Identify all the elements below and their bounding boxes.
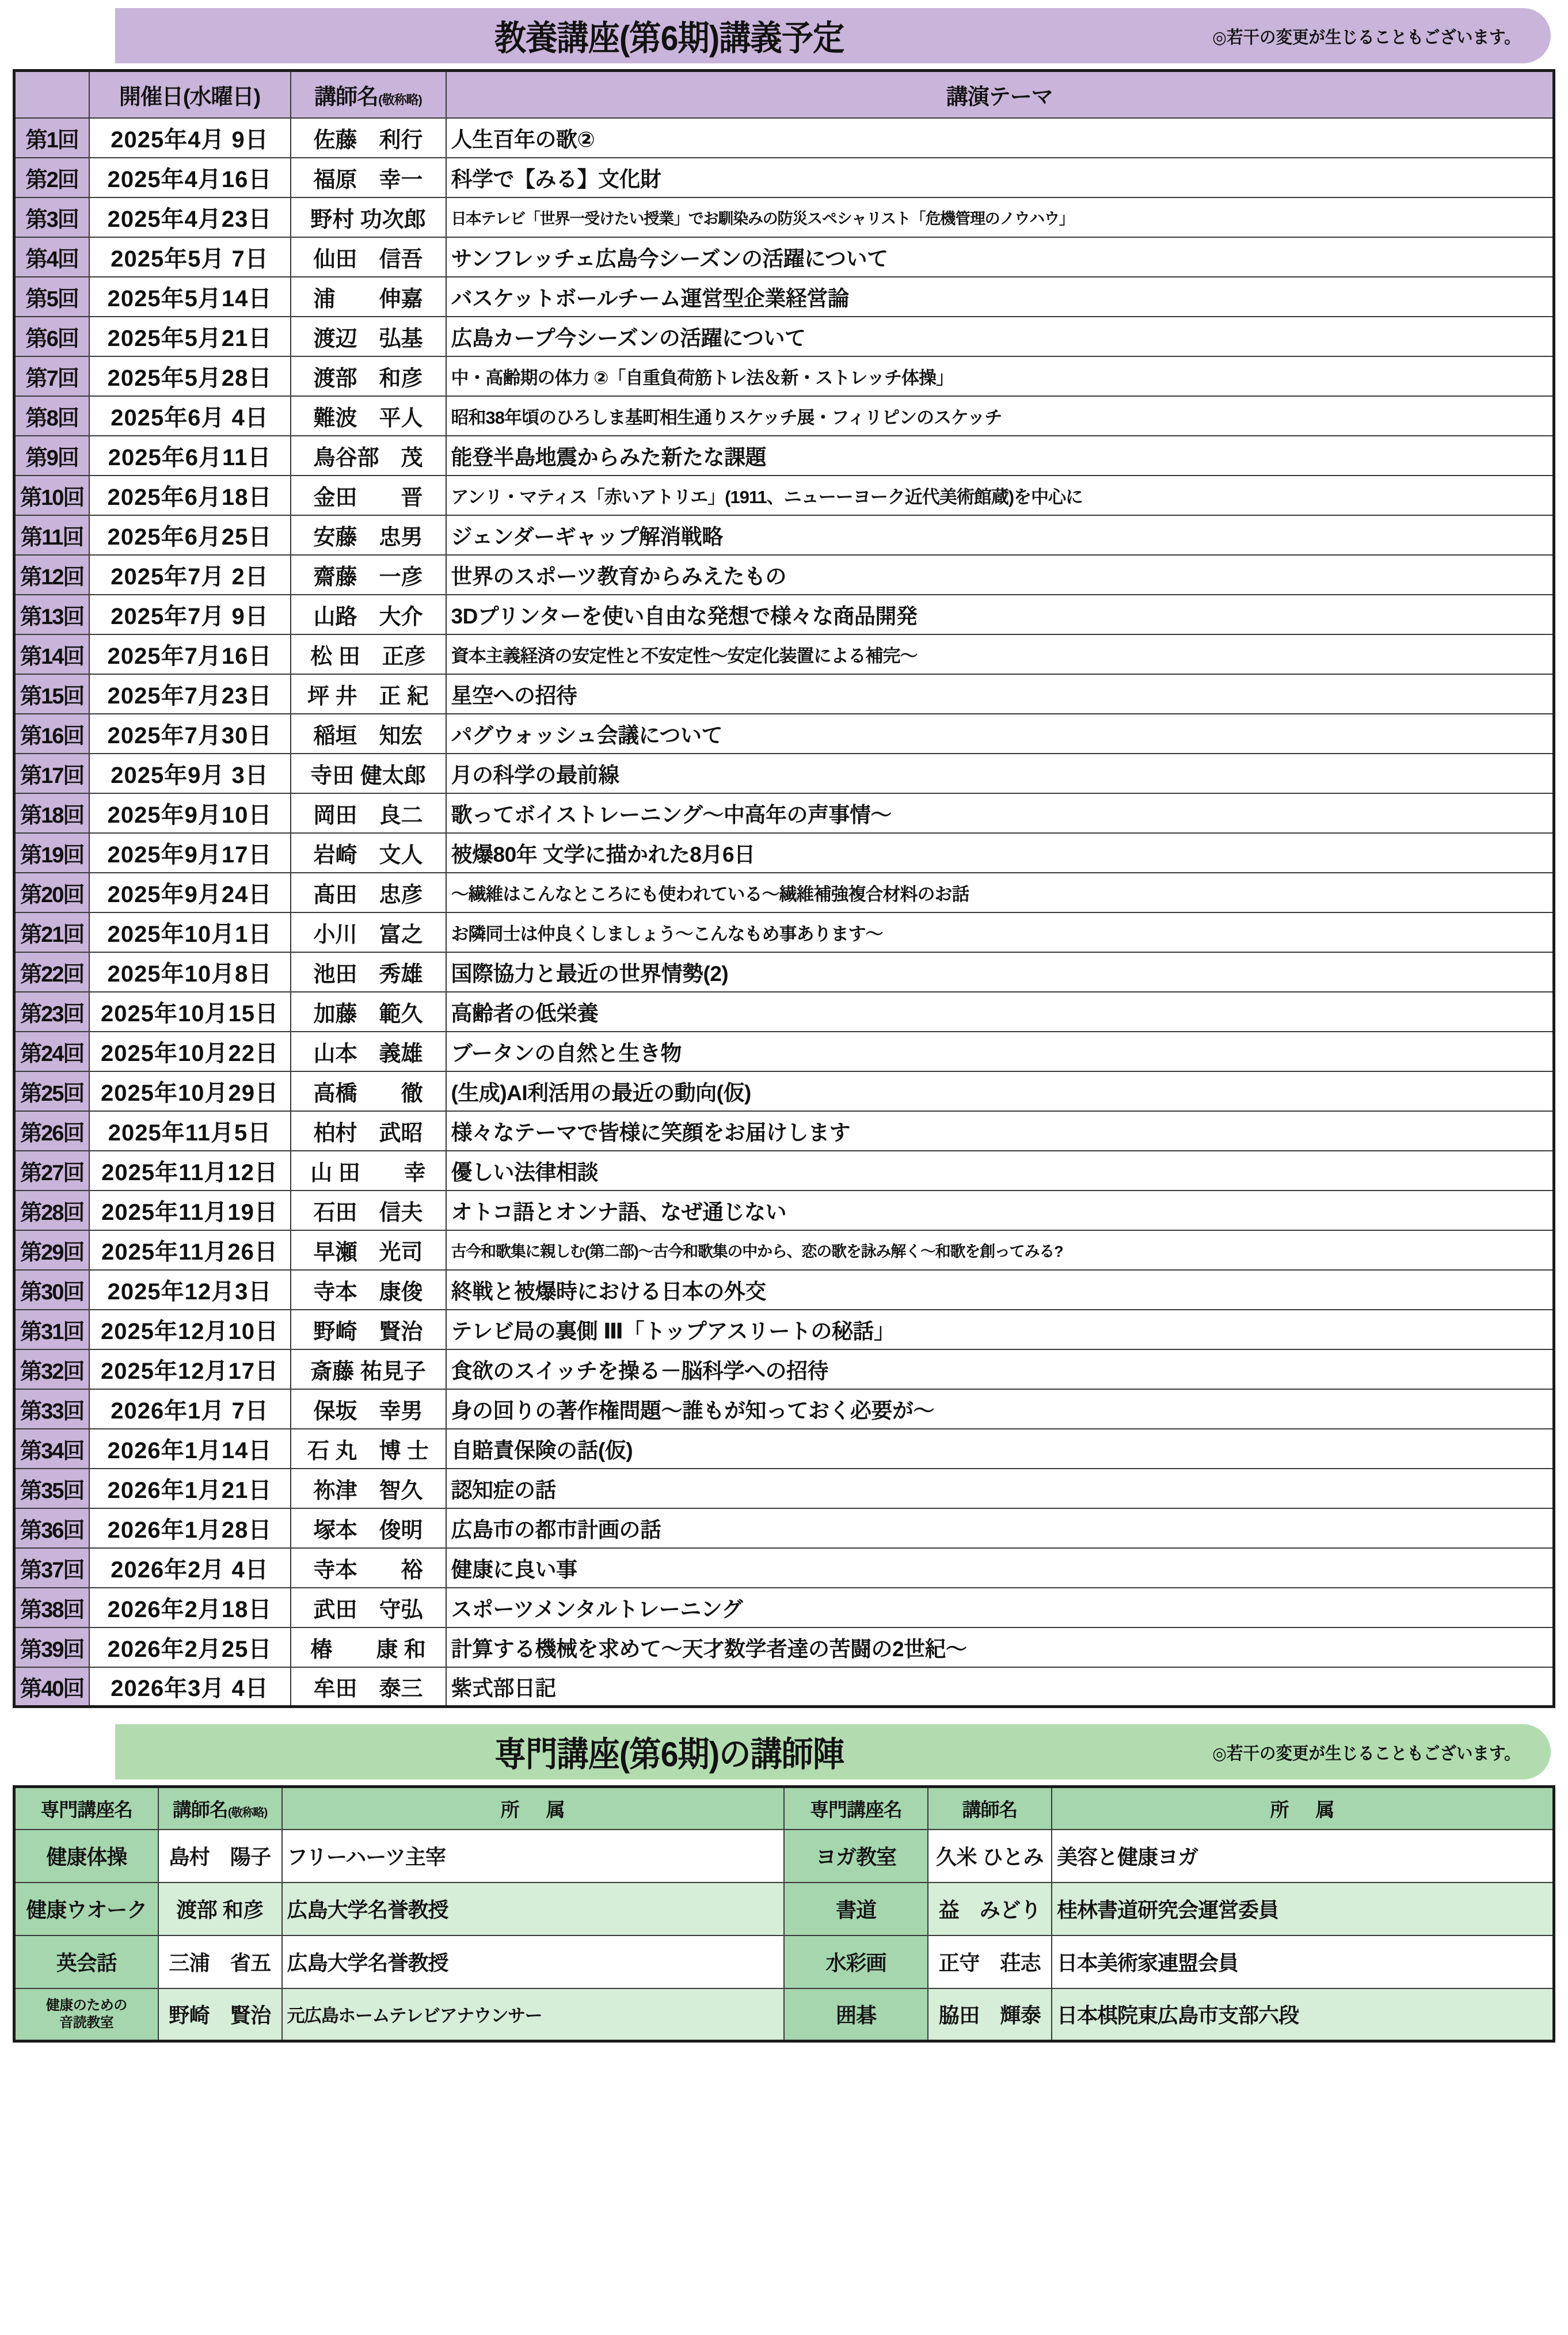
- row-number: 第7回: [14, 356, 89, 396]
- row-date: 2025年9月24日: [89, 873, 291, 912]
- row-theme: 中・高齢期の体力 ②「自重負荷筋トレ法＆新・ストレッチ体操」: [446, 356, 1554, 396]
- row-lecturer-name: 岡田 良二: [291, 793, 446, 833]
- row-theme: 様々なテーマで皆様に笑顔をお届けします: [446, 1111, 1554, 1151]
- row-date: 2025年7月16日: [89, 634, 291, 674]
- row-lecturer-name: 早瀬 光司: [291, 1230, 446, 1270]
- row-lecturer-name: 武田 守弘: [291, 1588, 446, 1627]
- specialist-course-name: 健康ウオーク: [14, 1883, 158, 1935]
- row-number: 第31回: [14, 1310, 89, 1349]
- row-date: 2025年4月16日: [89, 158, 291, 197]
- specialist-lecturer-name: 島村 陽子: [158, 1830, 282, 1883]
- schedule-banner-title: 教養講座(第6期)講義予定: [494, 19, 844, 58]
- row-date: 2026年1月21日: [89, 1469, 291, 1508]
- column-header-number: [14, 71, 89, 118]
- specialist-course-name: 水彩画: [784, 1935, 928, 1988]
- row-theme: 自賠責保険の話(仮): [446, 1429, 1554, 1469]
- row-number: 第11回: [14, 515, 89, 555]
- specialist-lecturer-name: 野崎 賢治: [158, 1988, 282, 2041]
- schedule-row: [14, 1071, 1554, 1111]
- row-date: 2025年4月 9日: [89, 118, 291, 158]
- row-date: 2025年9月10日: [89, 793, 291, 833]
- row-theme: 広島カープ今シーズンの活躍について: [446, 317, 1554, 356]
- row-lecturer-name: 野崎 賢治: [291, 1310, 446, 1349]
- row-number: 第34回: [14, 1429, 89, 1469]
- row-date: 2025年10月15日: [89, 992, 291, 1032]
- row-date: 2025年5月 7日: [89, 237, 291, 277]
- row-date: 2025年10月29日: [89, 1071, 291, 1111]
- schedule-row: [14, 1191, 1554, 1230]
- schedule-row: [14, 396, 1554, 436]
- specialist-lecturer-name: 三浦 省五: [158, 1935, 282, 1988]
- row-number: 第8回: [14, 396, 89, 436]
- specialist-lecturer-name: 益 みどり: [928, 1883, 1052, 1935]
- row-theme: 歌ってボイストレーニング〜中高年の声事情〜: [446, 793, 1554, 833]
- row-theme: 星空への招待: [446, 674, 1554, 714]
- row-theme: ブータンの自然と生き物: [446, 1032, 1554, 1071]
- specialist-banner-title: 専門講座(第6期)の講師陣: [494, 1735, 844, 1774]
- row-theme: 優しい法律相談: [446, 1151, 1554, 1191]
- row-date: 2025年7月 9日: [89, 595, 291, 634]
- row-number: 第2回: [14, 158, 89, 197]
- row-date: 2025年12月17日: [89, 1349, 291, 1389]
- row-number: 第22回: [14, 952, 89, 992]
- specialist-affiliation: 元広島ホームテレビアナウンサー: [282, 1988, 785, 2041]
- row-date: 2026年2月 4日: [89, 1548, 291, 1588]
- row-date: 2026年1月14日: [89, 1429, 291, 1469]
- row-number: 第21回: [14, 912, 89, 952]
- row-date: 2025年4月23日: [89, 197, 291, 237]
- schedule-row: [14, 1588, 1554, 1627]
- schedule-row: [14, 356, 1554, 396]
- row-date: 2025年7月 2日: [89, 555, 291, 595]
- column-header-course-right: 専門講座名: [784, 1787, 928, 1830]
- row-number: 第26回: [14, 1111, 89, 1151]
- row-theme: 紫式部日記: [446, 1667, 1554, 1707]
- row-theme: 認知症の話: [446, 1469, 1554, 1508]
- row-number: 第27回: [14, 1151, 89, 1191]
- row-theme: 〜繊維はこんなところにも使われている〜繊維補強複合材料のお話: [446, 873, 1554, 912]
- schedule-row: [14, 1469, 1554, 1508]
- schedule-row: [14, 1548, 1554, 1588]
- row-theme: 科学で【みる】文化財: [446, 158, 1554, 197]
- row-theme: 3Dプリンターを使い自由な発想で様々な商品開発: [446, 595, 1554, 634]
- schedule-row: [14, 714, 1554, 754]
- schedule-row: [14, 158, 1554, 197]
- schedule-row: [14, 1151, 1554, 1191]
- specialist-affiliation: 広島大学名誉教授: [282, 1935, 785, 1988]
- row-lecturer-name: 渡辺 弘基: [291, 317, 446, 356]
- row-lecturer-name: 石田 信夫: [291, 1191, 446, 1230]
- row-lecturer-name: 保坂 幸男: [291, 1389, 446, 1429]
- row-number: 第24回: [14, 1032, 89, 1071]
- row-lecturer-name: 仙田 信吾: [291, 237, 446, 277]
- row-lecturer-name: 寺本 裕: [291, 1548, 446, 1588]
- row-date: 2025年11月5日: [89, 1111, 291, 1151]
- row-theme: 高齢者の低栄養: [446, 992, 1554, 1032]
- row-lecturer-name: 難波 平人: [291, 396, 446, 436]
- schedule-row: [14, 754, 1554, 793]
- specialist-course-name: 英会話: [14, 1935, 158, 1988]
- row-number: 第38回: [14, 1588, 89, 1627]
- specialist-row: [14, 1988, 1554, 2041]
- schedule-table-body: [14, 118, 1554, 1707]
- row-date: 2025年11月26日: [89, 1230, 291, 1270]
- row-theme: スポーツメンタルトレーニング: [446, 1588, 1554, 1627]
- row-date: 2026年1月 7日: [89, 1389, 291, 1429]
- row-theme: サンフレッチェ広島今シーズンの活躍について: [446, 237, 1554, 277]
- row-number: 第16回: [14, 714, 89, 754]
- schedule-row: [14, 277, 1554, 317]
- specialist-table-head: [14, 1787, 1554, 1830]
- row-lecturer-name: 佐藤 利行: [291, 118, 446, 158]
- row-lecturer-name: 松 田 正彦: [291, 634, 446, 674]
- specialist-banner: [115, 1724, 1551, 1779]
- schedule-row: [14, 1270, 1554, 1310]
- specialist-affiliation: フリーハーツ主宰: [282, 1830, 785, 1883]
- row-number: 第37回: [14, 1548, 89, 1588]
- schedule-row: [14, 317, 1554, 356]
- specialist-lecturer-name: 久米 ひとみ: [928, 1830, 1052, 1883]
- row-lecturer-name: 山路 大介: [291, 595, 446, 634]
- row-theme: 終戦と被爆時における日本の外交: [446, 1270, 1554, 1310]
- row-theme: お隣同士は仲良くしましょう〜こんなもめ事あります〜: [446, 912, 1554, 952]
- row-theme: 被爆80年 文学に描かれた8月6日: [446, 833, 1554, 873]
- column-header-affiliation-right: 所属: [1052, 1787, 1554, 1830]
- schedule-row: [14, 793, 1554, 833]
- row-number: 第12回: [14, 555, 89, 595]
- row-theme: 昭和38年頃のひろしま基町相生通りスケッチ展・フィリピンのスケッチ: [446, 396, 1554, 436]
- schedule-row: [14, 674, 1554, 714]
- row-lecturer-name: 稲垣 知宏: [291, 714, 446, 754]
- row-theme: 身の回りの著作権問題〜誰もが知っておく必要が〜: [446, 1389, 1554, 1429]
- row-lecturer-name: 齋藤 一彦: [291, 555, 446, 595]
- row-date: 2026年1月28日: [89, 1508, 291, 1548]
- row-theme: 世界のスポーツ教育からみえたもの: [446, 555, 1554, 595]
- row-number: 第15回: [14, 674, 89, 714]
- row-date: 2026年2月25日: [89, 1627, 291, 1667]
- schedule-row: [14, 1429, 1554, 1469]
- schedule-banner: [115, 8, 1551, 63]
- row-date: 2025年10月22日: [89, 1032, 291, 1071]
- row-lecturer-name: 安藤 忠男: [291, 515, 446, 555]
- row-lecturer-name: 渡部 和彦: [291, 356, 446, 396]
- row-theme: 日本テレビ「世界一受けたい授業」でお馴染みの防災スペシャリスト「危機管理のノウハウ」: [446, 197, 1554, 237]
- schedule-row: [14, 1667, 1554, 1707]
- row-number: 第14回: [14, 634, 89, 674]
- row-number: 第29回: [14, 1230, 89, 1270]
- column-header-lecturer: [291, 71, 446, 118]
- row-date: 2025年5月14日: [89, 277, 291, 317]
- row-lecturer-name: 寺田 健太郎: [291, 754, 446, 793]
- specialist-lecturer-name: 正守 荘志: [928, 1935, 1052, 1988]
- row-lecturer-name: 椿 康 和: [291, 1627, 446, 1667]
- row-theme: テレビ局の裏側 Ⅲ「トップアスリートの秘話」: [446, 1310, 1554, 1349]
- row-number: 第10回: [14, 476, 89, 515]
- column-header-affiliation-left: 所属: [282, 1787, 785, 1830]
- specialist-table: [13, 1785, 1555, 2043]
- schedule-row: [14, 1508, 1554, 1548]
- row-date: 2025年12月3日: [89, 1270, 291, 1310]
- specialist-course-name: ヨガ教室: [784, 1830, 928, 1883]
- schedule-row: [14, 1230, 1554, 1270]
- column-header-lecturer-left-sub: (敬称略): [227, 1806, 268, 1819]
- row-date: 2026年2月18日: [89, 1588, 291, 1627]
- row-date: 2026年3月 4日: [89, 1667, 291, 1707]
- specialist-course-name: 健康体操: [14, 1830, 158, 1883]
- specialist-course-name: 健康のための 音読教室: [14, 1988, 158, 2041]
- specialist-affiliation: 日本棋院東広島市支部六段: [1052, 1988, 1554, 2041]
- row-theme: 計算する機械を求めて〜天才数学者達の苦闘の2世紀〜: [446, 1627, 1554, 1667]
- row-theme: バスケットボールチーム運営型企業経営論: [446, 277, 1554, 317]
- schedule-row: [14, 555, 1554, 595]
- specialist-affiliation: 日本美術家連盟会員: [1052, 1935, 1554, 1988]
- row-date: 2025年12月10日: [89, 1310, 291, 1349]
- specialist-lecturer-name: 脇田 輝泰: [928, 1988, 1052, 2041]
- row-date: 2025年5月28日: [89, 356, 291, 396]
- column-header-date: 開催日(水曜日): [89, 71, 291, 118]
- row-number: 第18回: [14, 793, 89, 833]
- specialist-affiliation: 美容と健康ヨガ: [1052, 1830, 1554, 1883]
- row-lecturer-name: 浦 伸嘉: [291, 277, 446, 317]
- row-number: 第36回: [14, 1508, 89, 1548]
- row-theme: オトコ語とオンナ語、なぜ通じない: [446, 1191, 1554, 1230]
- row-theme: 広島市の都市計画の話: [446, 1508, 1554, 1548]
- row-lecturer-name: 祢津 智久: [291, 1469, 446, 1508]
- row-date: 2025年6月18日: [89, 476, 291, 515]
- specialist-table-body: [14, 1830, 1554, 2041]
- row-lecturer-name: 斎藤 祐見子: [291, 1349, 446, 1389]
- row-lecturer-name: 寺本 康俊: [291, 1270, 446, 1310]
- row-lecturer-name: 牟田 泰三: [291, 1667, 446, 1707]
- row-lecturer-name: 柏村 武昭: [291, 1111, 446, 1151]
- row-date: 2025年10月1日: [89, 912, 291, 952]
- row-number: 第13回: [14, 595, 89, 634]
- specialist-header-row: [14, 1787, 1554, 1830]
- schedule-row: [14, 1389, 1554, 1429]
- row-number: 第5回: [14, 277, 89, 317]
- row-lecturer-name: 鳥谷部 茂: [291, 436, 446, 476]
- column-header-lecturer-left-text: 講師名: [172, 1798, 228, 1820]
- row-date: 2025年6月11日: [89, 436, 291, 476]
- row-theme: (生成)AI利活用の最近の動向(仮): [446, 1071, 1554, 1111]
- row-number: 第40回: [14, 1667, 89, 1707]
- schedule-row: [14, 992, 1554, 1032]
- schedule-table-wrapper: [0, 69, 1568, 1708]
- column-header-lecturer-right: 講師名: [928, 1787, 1052, 1830]
- row-number: 第32回: [14, 1349, 89, 1389]
- row-theme: パグウォッシュ会議について: [446, 714, 1554, 754]
- column-header-course-left: 専門講座名: [14, 1787, 158, 1830]
- row-number: 第6回: [14, 317, 89, 356]
- column-header-lecturer-text: 講師名: [314, 85, 379, 109]
- row-number: 第4回: [14, 237, 89, 277]
- row-theme: 食欲のスイッチを操る－脳科学への招待: [446, 1349, 1554, 1389]
- row-number: 第28回: [14, 1191, 89, 1230]
- row-number: 第17回: [14, 754, 89, 793]
- row-number: 第25回: [14, 1071, 89, 1111]
- schedule-row: [14, 436, 1554, 476]
- row-date: 2025年7月30日: [89, 714, 291, 754]
- row-date: 2025年6月 4日: [89, 396, 291, 436]
- specialist-table-wrapper: [0, 1785, 1568, 2043]
- row-theme: 国際協力と最近の世界情勢(2): [446, 952, 1554, 992]
- schedule-row: [14, 1627, 1554, 1667]
- row-number: 第19回: [14, 833, 89, 873]
- row-date: 2025年9月 3日: [89, 754, 291, 793]
- row-theme: 古今和歌集に親しむ(第二部)〜古今和歌集の中から、恋の歌を詠み解く〜和歌を創ってみる?: [446, 1230, 1554, 1270]
- schedule-row: [14, 1349, 1554, 1389]
- specialist-row: [14, 1935, 1554, 1988]
- row-lecturer-name: 池田 秀雄: [291, 952, 446, 992]
- row-lecturer-name: 加藤 範久: [291, 992, 446, 1032]
- row-number: 第35回: [14, 1469, 89, 1508]
- row-lecturer-name: 金田 晋: [291, 476, 446, 515]
- schedule-row: [14, 237, 1554, 277]
- row-theme: 月の科学の最前線: [446, 754, 1554, 793]
- row-number: 第3回: [14, 197, 89, 237]
- row-theme: ジェンダーギャップ解消戦略: [446, 515, 1554, 555]
- schedule-row: [14, 595, 1554, 634]
- row-lecturer-name: 髙田 忠彦: [291, 873, 446, 912]
- specialist-course-name: 囲碁: [784, 1988, 928, 2041]
- row-number: 第1回: [14, 118, 89, 158]
- row-lecturer-name: 塚本 俊明: [291, 1508, 446, 1548]
- specialist-row: [14, 1830, 1554, 1883]
- schedule-row: [14, 1111, 1554, 1151]
- row-lecturer-name: 野村 功次郎: [291, 197, 446, 237]
- row-theme: 健康に良い事: [446, 1548, 1554, 1588]
- specialist-lecturer-name: 渡部 和彦: [158, 1883, 282, 1935]
- specialist-course-name: 書道: [784, 1883, 928, 1935]
- row-theme: 人生百年の歌②: [446, 118, 1554, 158]
- row-theme: アンリ・マティス「赤いアトリエ」(1911、ニューーヨーク近代美術館蔵)を中心に: [446, 476, 1554, 515]
- schedule-table-head: [14, 71, 1554, 118]
- schedule-row: [14, 634, 1554, 674]
- row-lecturer-name: 石 丸 博 士: [291, 1429, 446, 1469]
- row-theme: 能登半島地震からみた新たな課題: [446, 436, 1554, 476]
- row-number: 第30回: [14, 1270, 89, 1310]
- specialist-banner-note: ◎若干の変更が生じることもございます。: [1212, 1744, 1521, 1763]
- schedule-row: [14, 952, 1554, 992]
- row-lecturer-name: 岩崎 文人: [291, 833, 446, 873]
- specialist-affiliation: 桂林書道研究会運営委員: [1052, 1883, 1554, 1935]
- schedule-header-row: [14, 71, 1554, 118]
- row-date: 2025年6月25日: [89, 515, 291, 555]
- schedule-banner-note: ◎若干の変更が生じることもございます。: [1212, 28, 1521, 47]
- row-number: 第33回: [14, 1389, 89, 1429]
- column-header-theme: 講演テーマ: [446, 71, 1554, 118]
- schedule-row: [14, 118, 1554, 158]
- specialist-affiliation: 広島大学名誉教授: [282, 1883, 785, 1935]
- row-date: 2025年10月8日: [89, 952, 291, 992]
- schedule-row: [14, 1310, 1554, 1349]
- schedule-row: [14, 912, 1554, 952]
- schedule-row: [14, 515, 1554, 555]
- row-lecturer-name: 小川 富之: [291, 912, 446, 952]
- row-date: 2025年5月21日: [89, 317, 291, 356]
- row-date: 2025年7月23日: [89, 674, 291, 714]
- schedule-table: [13, 69, 1555, 1708]
- column-header-lecturer-sub: (敬称略): [378, 92, 422, 107]
- schedule-row: [14, 197, 1554, 237]
- row-number: 第9回: [14, 436, 89, 476]
- row-date: 2025年11月12日: [89, 1151, 291, 1191]
- row-lecturer-name: 山 田 幸: [291, 1151, 446, 1191]
- row-lecturer-name: 山本 義雄: [291, 1032, 446, 1071]
- specialist-row: [14, 1883, 1554, 1935]
- row-number: 第20回: [14, 873, 89, 912]
- column-header-lecturer-left: [158, 1787, 282, 1830]
- schedule-row: [14, 833, 1554, 873]
- schedule-row: [14, 476, 1554, 515]
- row-theme: 資本主義経済の安定性と不安定性〜安定化装置による補完〜: [446, 634, 1554, 674]
- row-number: 第23回: [14, 992, 89, 1032]
- row-date: 2025年9月17日: [89, 833, 291, 873]
- row-lecturer-name: 福原 幸一: [291, 158, 446, 197]
- schedule-row: [14, 1032, 1554, 1071]
- row-date: 2025年11月19日: [89, 1191, 291, 1230]
- row-lecturer-name: 高橋 徹: [291, 1071, 446, 1111]
- row-lecturer-name: 坪 井 正 紀: [291, 674, 446, 714]
- row-number: 第39回: [14, 1627, 89, 1667]
- schedule-row: [14, 873, 1554, 912]
